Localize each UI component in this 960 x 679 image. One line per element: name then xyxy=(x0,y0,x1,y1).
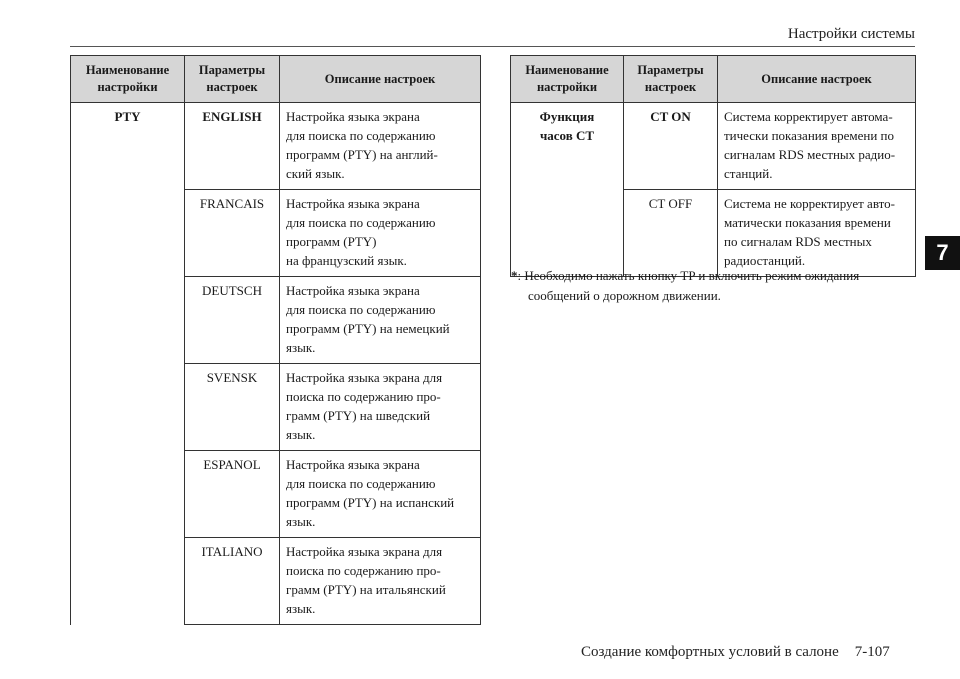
header-setting-name: Наименование настройки xyxy=(511,56,624,103)
footnote-marker: * xyxy=(511,268,518,283)
header-divider xyxy=(70,46,915,47)
page-footer xyxy=(581,644,890,661)
page-header-title: Настройки системы xyxy=(787,26,915,42)
desc-espanol: Настройка языка экрана для поиска по содержанию программ (PTY) на испанский язык. xyxy=(280,451,481,538)
setting-name-pty: PTY xyxy=(71,103,185,625)
param-svensk: SVENSK xyxy=(185,364,280,451)
header-setting-description: Описание настроек xyxy=(718,56,916,103)
pty-settings-table xyxy=(70,55,481,625)
table-row xyxy=(511,103,916,190)
header-setting-params: Параметры настроек xyxy=(185,56,280,103)
param-ct-on: CT ON xyxy=(624,103,718,190)
header-setting-params: Параметры настроек xyxy=(624,56,718,103)
param-francais: FRANCAIS xyxy=(185,190,280,277)
param-italiano: ITALIANO xyxy=(185,538,280,625)
desc-ct-on: Система корректирует автома- тически показания времени по сигналам RDS местных радио- станций. xyxy=(718,103,916,190)
desc-italiano: Настройка языка экрана для поиска по содержанию про- грамм (PTY) на итальянский язык. xyxy=(280,538,481,625)
footnote-line-2: сообщений о дорожном движении. xyxy=(528,288,721,303)
param-deutsch: DEUTSCH xyxy=(185,277,280,364)
table-header-row xyxy=(511,56,916,103)
param-ct-off: CT OFF xyxy=(624,190,718,277)
footnote xyxy=(511,266,915,306)
table-row xyxy=(71,103,481,190)
clock-ct-settings-table xyxy=(510,55,916,277)
header-setting-name: Наименование настройки xyxy=(71,56,185,103)
desc-svensk: Настройка языка экрана для поиска по содержанию про- грамм (PTY) на шведский язык. xyxy=(280,364,481,451)
table-header-row xyxy=(71,56,481,103)
desc-deutsch: Настройка языка экрана для поиска по содержанию программ (PTY) на немецкий язык. xyxy=(280,277,481,364)
param-english: ENGLISH xyxy=(185,103,280,190)
chapter-tab: 7 xyxy=(925,236,960,270)
header-setting-description: Описание настроек xyxy=(280,56,481,103)
setting-name-clock-ct: Функция часов CT xyxy=(511,103,624,277)
param-espanol: ESPANOL xyxy=(185,451,280,538)
page-number: 7-107 xyxy=(854,644,890,660)
desc-francais: Настройка языка экрана для поиска по содержанию программ (PTY) на французский язык. xyxy=(280,190,481,277)
footnote-line-1: : Необходимо нажать кнопку TP и включить режим ожидания xyxy=(517,268,860,283)
desc-english: Настройка языка экрана для поиска по содержанию программ (PTY) на англий- ский язык. xyxy=(280,103,481,190)
desc-ct-off: Система не корректирует авто- матически показания времени по сигналам RDS местных радиостанций. xyxy=(718,190,916,277)
footer-section-title: Создание комфортных условий в салоне xyxy=(581,644,839,660)
